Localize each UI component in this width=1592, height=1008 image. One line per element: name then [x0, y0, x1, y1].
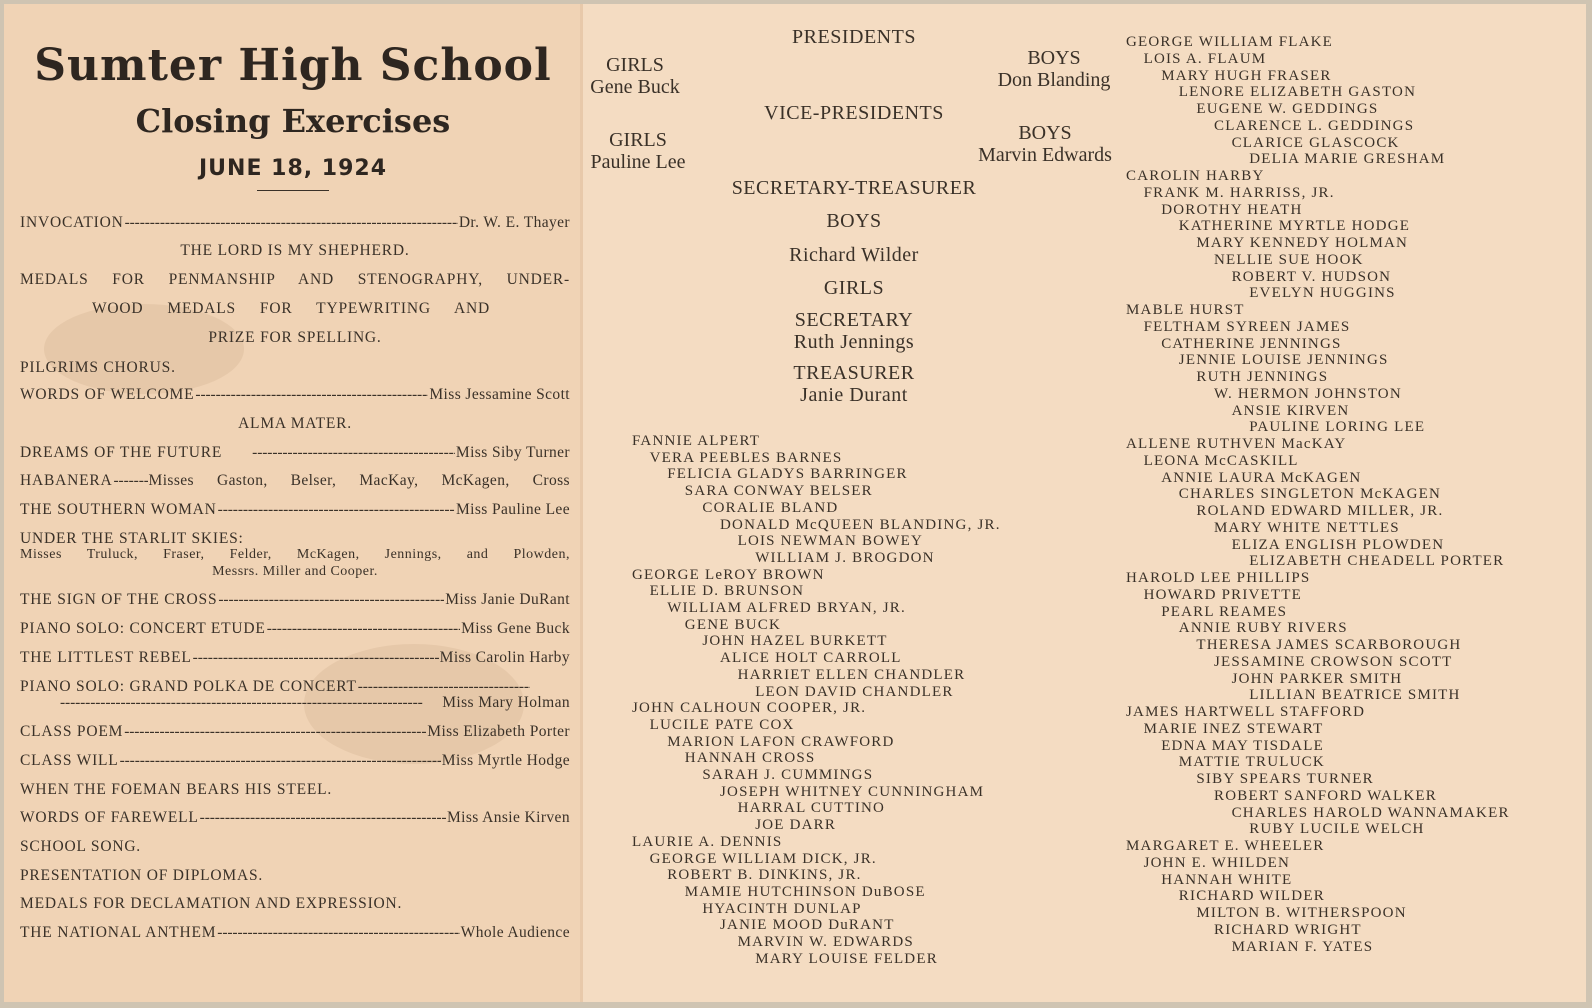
graduate-name: LOIS A. FLAUM	[1143, 50, 1267, 67]
graduate-name: JOHN PARKER SMITH	[1231, 670, 1403, 687]
program-item-performer: Miss Mary Holman	[442, 694, 570, 711]
event-title: Closing Exercises	[135, 102, 451, 140]
boys-label: BOYS	[1027, 47, 1081, 69]
graduate-name: ROLAND EDWARD MILLER, JR.	[1196, 503, 1444, 519]
treasurer-heading: TREASURER	[793, 362, 915, 384]
graduate-name: ROBERT B. DINKINS, JR.	[667, 867, 862, 884]
graduate-name: EVELYN HUGGINS	[1249, 285, 1396, 302]
program-item-performer: Miss Janie DuRant	[445, 591, 570, 608]
program-item-performer: Miss Jessamine Scott	[429, 386, 570, 403]
graduate-name: HARRAL CUTTINO	[737, 800, 886, 817]
graduate-name: MARVIN W. EDWARDS	[737, 934, 914, 950]
officer-name: Pauline Lee	[590, 151, 686, 173]
leader-dots	[193, 649, 439, 667]
program-item	[20, 214, 570, 232]
leader-dots	[200, 809, 446, 827]
leader-dots	[217, 924, 459, 942]
graduate-name: MARION LAFON CRAWFORD	[667, 733, 895, 750]
program-item-title: MEDALS FOR PENMANSHIP AND STENOGRAPHY, UNDER-	[20, 271, 570, 288]
secretary-heading: SECRETARY	[794, 309, 914, 331]
graduate-name: MARY WHITE NETTLES	[1214, 519, 1400, 536]
graduate-name: ANNIE RUBY RIVERS	[1178, 620, 1348, 637]
graduate-name: HANNAH WHITE	[1161, 871, 1293, 888]
program-item-title: THE NATIONAL ANTHEM	[20, 924, 217, 941]
program-item-performer: Miss Myrtle Hodge	[441, 752, 570, 769]
program-item-title: SCHOOL SONG.	[20, 838, 141, 855]
graduate-name: MATTIE TRULUCK	[1178, 754, 1325, 771]
program-item-performer: Miss Siby Turner	[455, 444, 570, 461]
graduate-name: MARY HUGH FRASER	[1161, 67, 1332, 84]
graduate-name: PEARL REAMES	[1161, 603, 1288, 620]
graduate-name: THERESA JAMES SCARBOROUGH	[1196, 637, 1462, 653]
program-item-performer: Misses Gaston, Belser, MacKay, McKagen, Cross	[148, 472, 570, 489]
graduate-name: CHARLES SINGLETON McKAGEN	[1178, 486, 1442, 503]
program-item-performer: Miss Gene Buck	[461, 620, 570, 637]
graduate-name: HANNAH CROSS	[684, 750, 816, 767]
program-item	[20, 649, 570, 667]
graduate-name: MARIAN F. YATES	[1231, 938, 1374, 955]
program-item-performer: Messrs. Miller and Cooper.	[212, 564, 378, 579]
graduate-name: NELLIE SUE HOOK	[1214, 251, 1364, 268]
leader-dots	[120, 752, 441, 770]
program-item-performer: Miss Carolin Harby	[439, 649, 570, 666]
graduate-name: FANNIE ALPERT	[632, 433, 761, 449]
program-item-title: HABANERA	[20, 472, 113, 489]
graduate-name: KATHERINE MYRTLE HODGE	[1178, 218, 1411, 235]
graduate-name: ELLIE D. BRUNSON	[649, 583, 805, 600]
leader-dots	[60, 694, 441, 712]
school-title: Sumter High School	[34, 40, 552, 91]
graduate-name: VERA PEEBLES BARNES	[649, 449, 843, 466]
boys-label: BOYS	[826, 210, 882, 232]
program-item-title: WHEN THE FOEMAN BEARS HIS STEEL.	[20, 781, 333, 798]
officer-name: Marvin Edwards	[978, 144, 1112, 166]
program-item-title: PIANO SOLO: CONCERT ETUDE	[20, 620, 266, 637]
program-item	[20, 694, 570, 712]
leader-dots	[218, 591, 444, 609]
program-item-title: PRESENTATION OF DIPLOMAS.	[20, 867, 264, 884]
graduate-name: DONALD McQUEEN BLANDING, JR.	[720, 516, 1001, 533]
vice-presidents-boys	[960, 122, 1130, 166]
presidents-boys	[984, 47, 1124, 91]
graduate-name: CATHERINE JENNINGS	[1161, 335, 1342, 352]
program-item-title: PRIZE FOR SPELLING.	[208, 329, 382, 346]
program-panel	[4, 4, 582, 1002]
program-item-title: WORDS OF WELCOME	[20, 386, 195, 403]
program-item-title: CLASS WILL	[20, 752, 119, 769]
officer-name: Janie Durant	[800, 384, 908, 406]
graduate-name: PAULINE LORING LEE	[1249, 419, 1426, 436]
graduate-name: LEONA McCASKILL	[1143, 452, 1299, 469]
program-sheet	[4, 4, 1586, 1002]
title-rule	[257, 190, 329, 191]
program-item	[20, 809, 570, 827]
graduate-name: JOE DARR	[755, 817, 837, 834]
graduate-name: JOHN CALHOUN COOPER, JR.	[632, 700, 867, 717]
graduate-name: MARY LOUISE FELDER	[755, 950, 938, 967]
graduate-name: LEON DAVID CHANDLER	[755, 683, 954, 700]
program-item	[20, 723, 570, 741]
graduate-name: SARA CONWAY BELSER	[684, 483, 873, 500]
program-item	[20, 501, 570, 519]
graduate-name: FELTHAM SYREEN JAMES	[1143, 318, 1351, 335]
graduate-name: W. HERMON JOHNSTON	[1214, 385, 1402, 402]
graduate-name: JESSAMINE CROWSON SCOTT	[1214, 653, 1453, 670]
program-item-title: WORDS OF FAREWELL	[20, 809, 199, 826]
program-item-title: WOOD MEDALS FOR TYPEWRITING AND	[92, 300, 490, 317]
event-date: JUNE 18, 1924	[198, 156, 387, 181]
officer-name: Ruth Jennings	[793, 331, 915, 353]
leader-dots	[114, 472, 148, 490]
program-item-title: THE LORD IS MY SHEPHERD.	[180, 242, 410, 259]
graduate-name: ANNIE LAURA McKAGEN	[1161, 469, 1362, 486]
program-item-performer: Misses Truluck, Fraser, Felder, McKagen, Jennings, and Plowden,	[20, 547, 570, 562]
girls-label: GIRLS	[823, 277, 885, 299]
graduate-name: MARIE INEZ STEWART	[1143, 720, 1324, 737]
graduate-name: RICHARD WILDER	[1178, 888, 1325, 905]
graduate-name: ROBERT V. HUDSON	[1231, 268, 1392, 285]
program-item-performer: Miss Elizabeth Porter	[427, 723, 570, 740]
graduate-name: EDNA MAY TISDALE	[1161, 737, 1325, 754]
graduate-name: SIBY SPEARS TURNER	[1196, 771, 1374, 787]
program-item	[20, 386, 570, 404]
graduate-name: RUTH JENNINGS	[1196, 369, 1329, 385]
program-item-title: UNDER THE STARLIT SKIES:	[20, 530, 244, 547]
vice-presidents-girls	[580, 129, 696, 173]
graduate-name: DELIA MARIE GRESHAM	[1249, 151, 1446, 168]
graduate-name: JOHN E. WHILDEN	[1143, 854, 1291, 871]
graduate-name: ALICE HOLT CARROLL	[720, 650, 902, 667]
program-item	[20, 444, 570, 462]
leader-dots	[124, 723, 426, 741]
presidents-heading: PRESIDENTS	[792, 26, 916, 48]
graduate-name: RICHARD WRIGHT	[1214, 921, 1362, 938]
graduate-name: WILLIAM J. BROGDON	[755, 549, 935, 566]
girls-label: GIRLS	[606, 54, 664, 76]
leader-dots	[252, 444, 455, 462]
graduate-name: FRANK M. HARRISS, JR.	[1143, 184, 1335, 201]
graduate-name: LOIS NEWMAN BOWEY	[737, 533, 923, 550]
graduate-name: CAROLIN HARBY	[1126, 168, 1265, 184]
program-item-title: MEDALS FOR DECLAMATION AND EXPRESSION.	[20, 895, 403, 912]
graduate-name: ANSIE KIRVEN	[1231, 402, 1350, 419]
graduate-name: FELICIA GLADYS BARRINGER	[667, 466, 908, 483]
program-item	[20, 924, 570, 942]
graduate-name: LUCILE PATE COX	[649, 716, 795, 733]
program-item	[20, 472, 570, 490]
graduate-name: JOSEPH WHITNEY CUNNINGHAM	[720, 783, 985, 800]
graduate-name: GEORGE WILLIAM FLAKE	[1126, 34, 1334, 50]
graduate-name: CLARICE GLASCOCK	[1231, 134, 1400, 151]
leader-dots	[125, 214, 458, 232]
program-item-title: THE LITTLEST REBEL	[20, 649, 192, 666]
program-item-title: PIANO SOLO: GRAND POLKA DE CONCERT	[20, 678, 357, 695]
graduate-name: GEORGE WILLIAM DICK, JR.	[649, 850, 877, 867]
graduate-name: MILTON B. WITHERSPOON	[1196, 905, 1407, 921]
program-item-performer: Whole Audience	[460, 924, 570, 941]
graduate-name: LAURIE A. DENNIS	[632, 833, 783, 850]
secretary-treasurer-heading: SECRETARY-TREASURER	[731, 177, 977, 199]
graduate-name: RUBY LUCILE WELCH	[1249, 821, 1425, 838]
graduate-name: MARGARET E. WHEELER	[1126, 838, 1325, 854]
program-item	[20, 591, 570, 609]
graduate-name: MARY KENNEDY HOLMAN	[1196, 235, 1409, 251]
graduate-name: MABLE HURST	[1126, 302, 1245, 318]
graduate-name: EUGENE W. GEDDINGS	[1196, 101, 1379, 117]
graduate-name: CORALIE BLAND	[702, 499, 839, 516]
graduate-name: JENNIE LOUISE JENNINGS	[1178, 352, 1389, 369]
graduate-name: MAMIE HUTCHINSON DuBOSE	[684, 883, 926, 900]
program-item-title: ALMA MATER.	[238, 415, 352, 432]
graduate-name: ELIZA ENGLISH PLOWDEN	[1231, 536, 1445, 553]
program-item	[20, 752, 570, 770]
graduate-name: HYACINTH DUNLAP	[702, 900, 862, 917]
graduate-name: GENE BUCK	[684, 616, 782, 633]
graduate-name: WILLIAM ALFRED BRYAN, JR.	[667, 600, 906, 616]
graduate-name: LENORE ELIZABETH GASTON	[1178, 84, 1417, 101]
presidents-girls	[580, 54, 690, 98]
program-item-title: CLASS POEM	[20, 723, 124, 740]
program-item-title: THE SIGN OF THE CROSS	[20, 591, 218, 608]
program-item	[20, 620, 570, 638]
officer-name: Don Blanding	[997, 69, 1111, 91]
graduate-name: ELIZABETH CHEADELL PORTER	[1249, 553, 1505, 570]
graduate-name: HAROLD LEE PHILLIPS	[1126, 570, 1311, 586]
graduate-name: GEORGE LeROY BROWN	[632, 566, 825, 583]
officer-name: Richard Wilder	[789, 244, 919, 266]
graduate-name: SARAH J. CUMMINGS	[702, 767, 874, 783]
leader-dots	[195, 386, 428, 404]
program-item-title: PILGRIMS CHORUS.	[20, 359, 176, 376]
program-item-performer: Miss Pauline Lee	[455, 501, 570, 518]
graduate-name: LILLIAN BEATRICE SMITH	[1249, 687, 1461, 704]
girls-label: GIRLS	[609, 129, 667, 151]
graduate-name: HARRIET ELLEN CHANDLER	[737, 666, 966, 683]
vice-presidents-heading: VICE-PRESIDENTS	[764, 102, 944, 124]
program-item-title: INVOCATION	[20, 214, 124, 231]
graduate-name: JANIE MOOD DuRANT	[720, 917, 895, 934]
program-item-title: DREAMS OF THE FUTURE	[20, 444, 223, 461]
graduate-name: CHARLES HAROLD WANNAMAKER	[1231, 804, 1510, 821]
graduate-name: ALLENE RUTHVEN MacKAY	[1126, 436, 1347, 452]
officer-name: Gene Buck	[590, 76, 680, 98]
program-item-performer: Dr. W. E. Thayer	[458, 214, 570, 231]
leader-dots	[267, 620, 460, 638]
graduate-name: ROBERT SANFORD WALKER	[1214, 787, 1437, 804]
boys-label: BOYS	[1018, 122, 1072, 144]
leader-dots	[218, 501, 455, 519]
graduate-name: JOHN HAZEL BURKETT	[702, 633, 888, 650]
program-item-performer: Miss Ansie Kirven	[446, 809, 570, 826]
graduate-name: CLARENCE L. GEDDINGS	[1214, 117, 1415, 134]
graduate-name: HOWARD PRIVETTE	[1143, 586, 1302, 603]
graduate-name: DOROTHY HEATH	[1161, 201, 1303, 218]
program-item-title: THE SOUTHERN WOMAN	[20, 501, 217, 518]
graduate-name: JAMES HARTWELL STAFFORD	[1126, 704, 1366, 720]
